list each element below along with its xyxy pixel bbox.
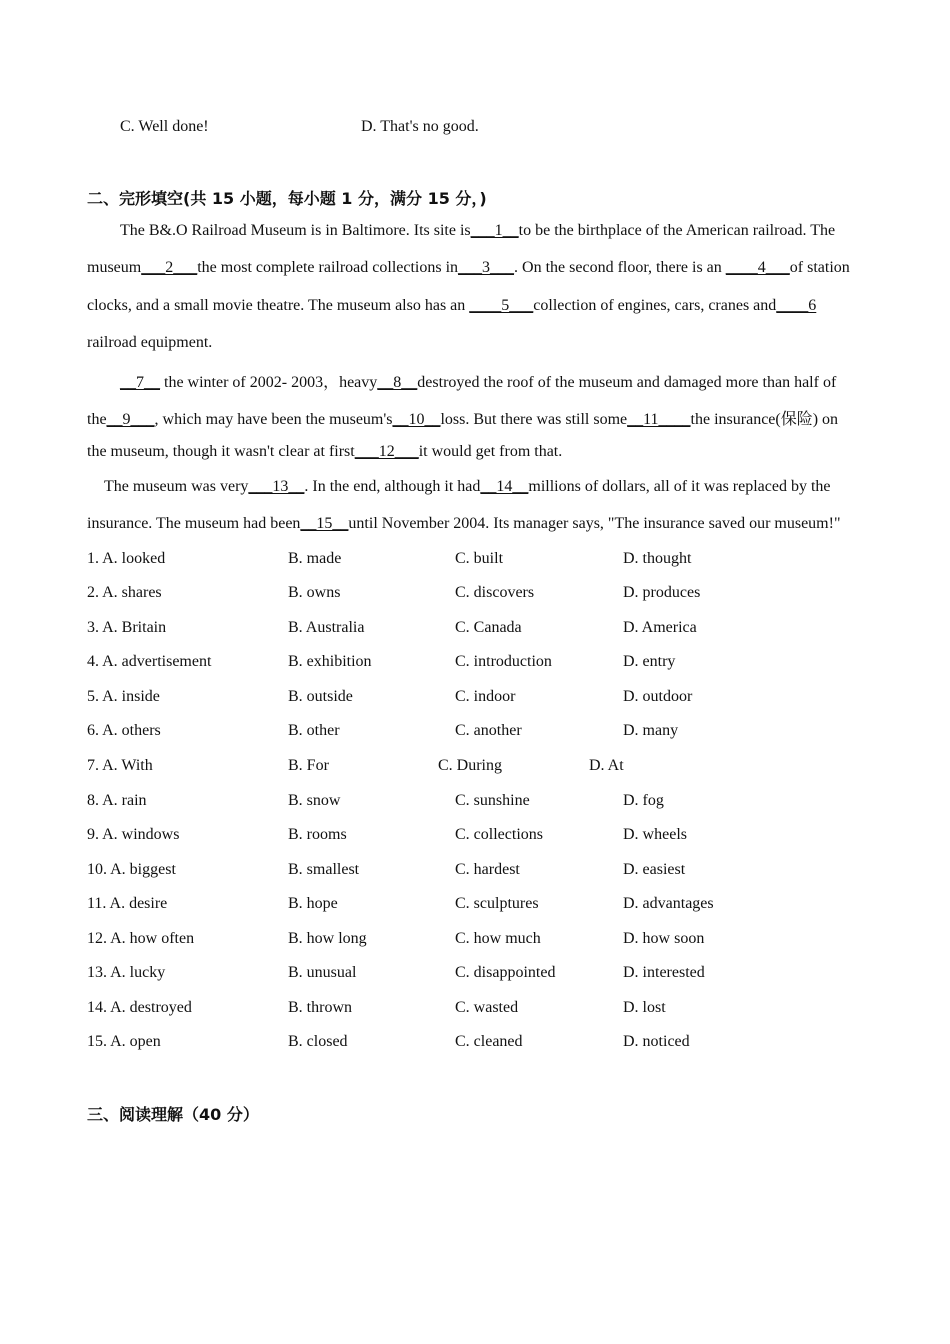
passage-text: . On the second floor, there is an [514, 259, 726, 276]
option-b: B. For [288, 757, 329, 774]
option-a: 13. A. lucky [87, 964, 166, 981]
option-c: C. discovers [455, 584, 535, 601]
option-d: D. produces [623, 584, 701, 601]
passage-line [120, 222, 835, 240]
blank-4: ____4___ [725, 259, 790, 276]
option-c: C. Canada [455, 619, 522, 636]
blank-7: __7__ [120, 374, 160, 391]
option-a: 5. A. inside [87, 688, 160, 705]
blank-6: ____6 [776, 297, 817, 314]
option-a: 11. A. desire [87, 895, 168, 912]
option-c: C. another [455, 722, 522, 739]
passage-text: , which may have been the museum's [154, 411, 393, 428]
option-a: 9. A. windows [87, 826, 180, 843]
option-d: D. many [623, 722, 679, 739]
passage-line [87, 297, 816, 315]
option-a: 2. A. shares [87, 584, 162, 601]
passage-text: the insurance(保险) on [690, 411, 839, 428]
option-d: D. America [623, 619, 697, 636]
option-d: D. easiest [623, 861, 686, 878]
option-b: B. Australia [288, 619, 365, 636]
option-b: B. outside [288, 688, 353, 705]
option-c: C. how much [455, 930, 541, 947]
option-c: C. built [455, 550, 504, 567]
passage-text: loss. But there was still some [440, 411, 628, 428]
option-d: D. fog [623, 792, 664, 809]
passage-text: of station [789, 259, 850, 276]
option-c: C. disappointed [455, 964, 556, 981]
passage-text: railroad equipment. [87, 334, 213, 351]
option-b: B. other [288, 722, 340, 739]
option-d: D. outdoor [623, 688, 693, 705]
passage-text: collection of engines, cars, cranes and [533, 297, 777, 314]
blank-13: ___13__ [248, 478, 305, 495]
option-b: B. hope [288, 895, 338, 912]
option-a: 7. A. With [87, 757, 153, 774]
option-b: B. rooms [288, 826, 347, 843]
blank-11: __11____ [627, 411, 691, 428]
option-b: B. thrown [288, 999, 352, 1016]
blank-3: ___3___ [458, 259, 515, 276]
passage-line [87, 259, 850, 277]
passage-text: the museum, though it wasn't clear at first [87, 443, 355, 460]
option-a: 4. A. advertisement [87, 653, 212, 670]
blank-9: __9___ [106, 411, 155, 428]
option-a: 6. A. others [87, 722, 161, 739]
passage-text: clocks, and a small movie theatre. The museum also has an [87, 297, 470, 314]
option-d: D. At [589, 757, 624, 774]
option-d: D. how soon [623, 930, 705, 947]
passage-text: . In the end, although it had [304, 478, 481, 495]
option-c: C. sculptures [455, 895, 539, 912]
option-a: 10. A. biggest [87, 861, 176, 878]
option-a: 3. A. Britain [87, 619, 167, 636]
passage-text: The B&.O Railroad Museum is in Baltimore. Its site is [120, 222, 471, 239]
prev-option-d: D. That's no good. [361, 118, 479, 135]
passage-text: millions of dollars, all of it was replaced by the [528, 478, 831, 495]
passage-text: the [87, 411, 107, 428]
passage-text: until November 2004. Its manager says, "The insurance saved our museum!" [348, 515, 841, 532]
prev-option-c: C. Well done! [120, 118, 209, 135]
passage-text: museum [87, 259, 142, 276]
passage-line [87, 334, 212, 352]
option-c: C. introduction [455, 653, 552, 670]
passage-text: The museum was very [104, 478, 249, 495]
passage-text: it would get from that. [418, 443, 563, 460]
option-d: D. interested [623, 964, 705, 981]
option-a: 12. A. how often [87, 930, 195, 947]
blank-2: ___2___ [141, 259, 198, 276]
passage-text: insurance. The museum had been [87, 515, 301, 532]
section2-heading: 二、完形填空(共 15 小题，每小题 1 分，满分 15 分，) [87, 189, 487, 208]
blank-14: __14__ [480, 478, 529, 495]
blank-12: ___12___ [354, 443, 419, 460]
passage-line [87, 443, 562, 461]
option-c: C. sunshine [455, 792, 530, 809]
option-c: C. indoor [455, 688, 516, 705]
blank-5: ____5___ [469, 297, 534, 314]
passage-text: to be the birthplace of the American railroad. The [518, 222, 836, 239]
option-d: D. wheels [623, 826, 687, 843]
blank-10: __10__ [392, 411, 441, 428]
option-c: C. cleaned [455, 1033, 523, 1050]
option-b: B. made [288, 550, 342, 567]
option-b: B. smallest [288, 861, 360, 878]
passage-line [87, 406, 838, 429]
option-c: C. wasted [455, 999, 519, 1016]
option-d: D. entry [623, 653, 676, 670]
option-b: B. owns [288, 584, 341, 601]
option-b: B. how long [288, 930, 367, 947]
option-d: D. advantages [623, 895, 714, 912]
option-c: C. hardest [455, 861, 520, 878]
blank-15: __15__ [300, 515, 349, 532]
option-b: B. exhibition [288, 653, 372, 670]
passage-line [87, 515, 840, 533]
passage-line [104, 478, 831, 496]
option-a: 15. A. open [87, 1033, 161, 1050]
option-b: B. unusual [288, 964, 357, 981]
passage-text: the most complete railroad collections in [197, 259, 459, 276]
option-b: B. snow [288, 792, 341, 809]
option-c: C. During [438, 757, 502, 774]
option-a: 8. A. rain [87, 792, 147, 809]
option-d: D. noticed [623, 1033, 690, 1050]
section3-heading: 三、阅读理解（40 分） [87, 1105, 259, 1124]
passage-text: the winter of 2002- 2003，heavy [160, 374, 378, 391]
option-a: 1. A. looked [87, 550, 166, 567]
option-d: D. lost [623, 999, 666, 1016]
option-b: B. closed [288, 1033, 348, 1050]
passage-line [120, 369, 836, 392]
option-c: C. collections [455, 826, 543, 843]
option-a: 14. A. destroyed [87, 999, 192, 1016]
blank-8: __8__ [377, 374, 418, 391]
blank-1: ___1__ [470, 222, 519, 239]
passage-text: destroyed the roof of the museum and damaged more than half of [417, 374, 837, 391]
option-d: D. thought [623, 550, 692, 567]
